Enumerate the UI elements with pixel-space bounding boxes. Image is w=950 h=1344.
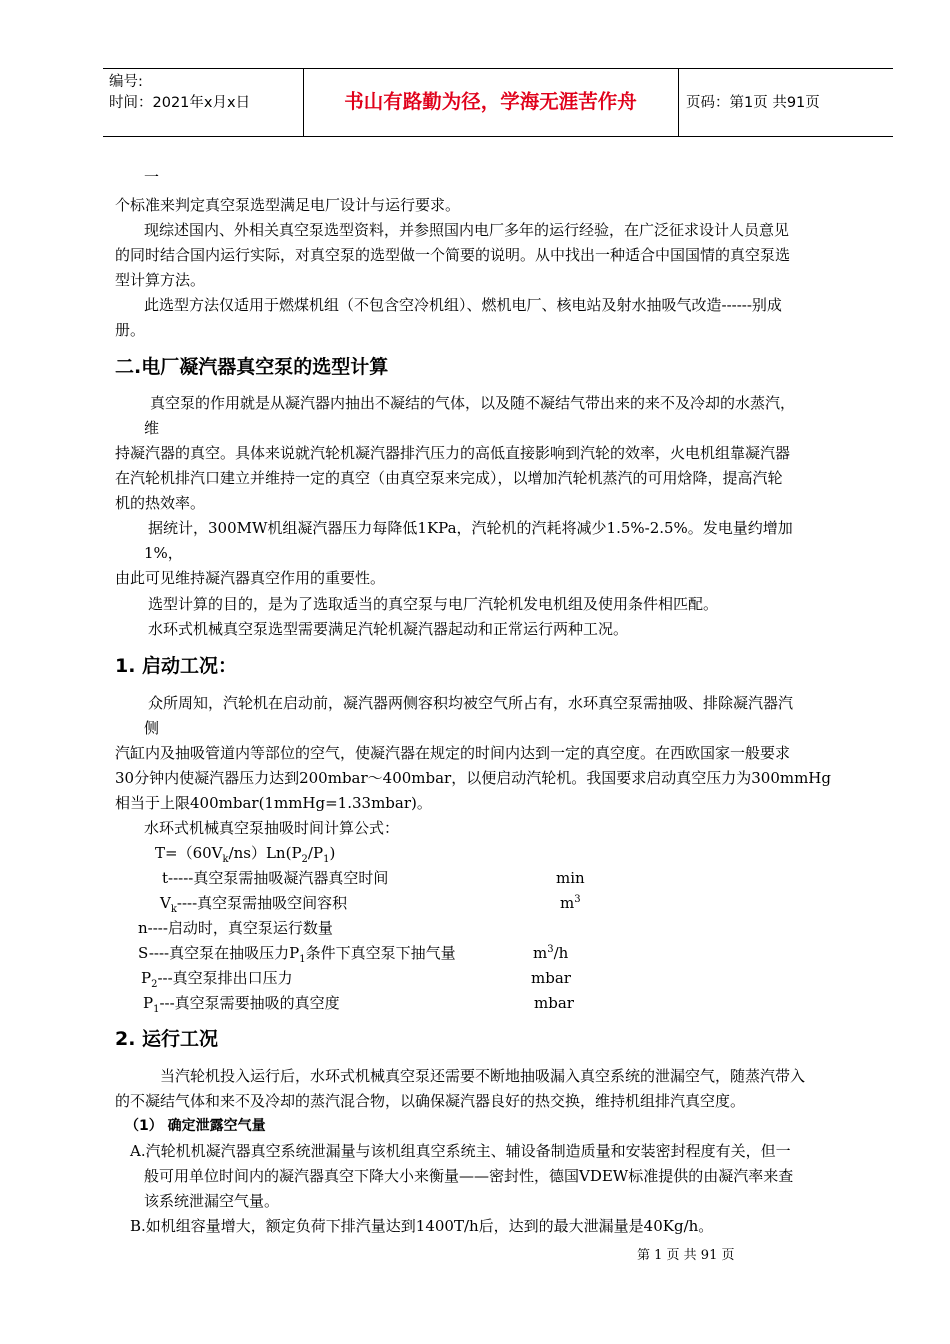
header-page-number: 页码：第1页 共91页 [686, 95, 820, 111]
body-line: 相当于上限400mbar(1mmHg=1.33mbar)。 [115, 794, 432, 812]
document-date: 时间：2021年x月x日 [109, 95, 251, 111]
variable-definition: $V_k----$真空泵需抽吸空间容积 [160, 894, 348, 915]
document-number: 编号: [109, 74, 143, 90]
body-line: 1%， [144, 544, 183, 562]
section-heading: 二.电厂凝汽器真空泵的选型计算 [115, 356, 389, 378]
header-meta [109, 72, 250, 114]
variable-definition: $P_2---$真空泵排出口压力 [141, 969, 293, 990]
body-line: 水环式机械真空泵抽吸时间计算公式： [144, 819, 400, 837]
variable-definition: t-----真空泵需抽吸凝汽器真空时间 [162, 869, 389, 887]
variable-unit: $m^3$ [560, 894, 581, 912]
formula: $T=(60V_k/ns)Ln(P_2/P_1)$ [155, 844, 336, 865]
header-divider [678, 69, 679, 136]
body-line: 选型计算的目的，是为了选取适当的真空泵与电厂汽轮机发电机组及使用条件相匹配。 [148, 595, 719, 613]
variable-definition: n----启动时，真空泵运行数量 [138, 919, 333, 937]
variable-definition: S----真空泵在抽吸压力$P_1$条件下真空泵下抽气量 [138, 944, 456, 965]
body-line: 册。 [115, 321, 146, 339]
body-line: 一 [144, 168, 160, 186]
body-line: 般可用单位时间内的凝汽器真空下降大小来衡量——密封性，德国VDEW标准提供的由凝汽率来查 [144, 1167, 794, 1185]
body-line: 持凝汽器的真空。具体来说就汽轮机凝汽器排汽压力的高低直接影响到汽轮的效率，火电机组靠凝汽器 [115, 444, 791, 462]
variable-unit: mbar [534, 994, 574, 1012]
body-line: 在汽轮机排汽口建立并维持一定的真空（由真空泵来完成），以增加汽轮机蒸汽的可用焓降，提高汽轮 [115, 469, 783, 487]
body-line: 据统计，300MW机组凝汽器压力每降低1KPa，汽轮机的汽耗将减少1.5%-2.5%。发电量约增加 [148, 519, 793, 537]
body-line: 个标准来判定真空泵选型满足电厂设计与运行要求。 [115, 196, 461, 214]
body-line: 机的热效率。 [115, 494, 206, 512]
body-line: 众所周知，汽轮机在启动前，凝汽器两侧容积均被空气所占有，水环真空泵需抽吸、排除凝汽器汽 [148, 694, 794, 712]
variable-definition: $P_1---$真空泵需要抽吸的真空度 [143, 994, 340, 1015]
body-line: 型计算方法。 [115, 271, 206, 289]
page-footer: 第 1 页 共 91 页 [637, 1248, 735, 1263]
body-line: 水环式机械真空泵选型需要满足汽轮机凝汽器起动和正常运行两种工况。 [148, 620, 629, 638]
body-line: 该系统泄漏空气量。 [144, 1192, 280, 1210]
body-line: A.汽轮机机凝汽器真空系统泄漏量与该机组真空系统主、辅设备制造质量和安装密封程度有关，但一 [130, 1142, 791, 1160]
variable-unit: $m^3/h$ [533, 944, 569, 962]
body-line: 此选型方法仅适用于燃煤机组（不包含空冷机组）、燃机电厂、核电站及射水抽吸气改造------别成 [144, 296, 782, 314]
subsection-heading: 1. 启动工况： [115, 655, 238, 677]
body-line: 真空泵的作用就是从凝汽器内抽出不凝结的气体，以及随不凝结气带出来的来不及冷却的水蒸汽， [150, 394, 796, 412]
variable-unit: min [556, 869, 585, 887]
body-line: 由此可见维持凝汽器真空作用的重要性。 [115, 569, 386, 587]
body-line: 30分钟内使凝汽器压力达到200mbar～400mbar，以便启动汽轮机。我国要求启动真空压力为300mmHg [115, 769, 831, 787]
body-line: 的同时结合国内运行实际，对真空泵的选型做一个简要的说明。从中找出一种适合中国国情的真空泵选 [115, 246, 791, 264]
item-heading: （1） 确定泄露空气量 [125, 1118, 266, 1134]
variable-unit: mbar [531, 969, 571, 987]
body-line: B.如机组容量增大，额定负荷下排汽量达到1400T/h后，达到的最大泄漏量是40Kg/h。 [130, 1217, 714, 1235]
header-motto: 书山有路勤为径，学海无涯苦作舟 [344, 90, 637, 113]
subsection-heading: 2. 运行工况 [115, 1028, 219, 1050]
body-line: 的不凝结气体和来不及冷却的蒸汽混合物，以确保凝汽器良好的热交换，维持机组排汽真空度。 [115, 1092, 746, 1110]
body-line: 当汽轮机投入运行后，水环式机械真空泵还需要不断地抽吸漏入真空系统的泄漏空气，随蒸汽带入 [160, 1067, 806, 1085]
body-line: 汽缸内及抽吸管道内等部位的空气，使凝汽器在规定的时间内达到一定的真空度。在西欧国家一般要求 [115, 744, 791, 762]
body-line: 现综述国内、外相关真空泵选型资料，并参照国内电厂多年的运行经验，在广泛征求设计人员意见 [144, 221, 790, 239]
page-header [103, 68, 893, 137]
body-line: 侧 [144, 719, 160, 737]
body-line: 维 [144, 419, 160, 437]
